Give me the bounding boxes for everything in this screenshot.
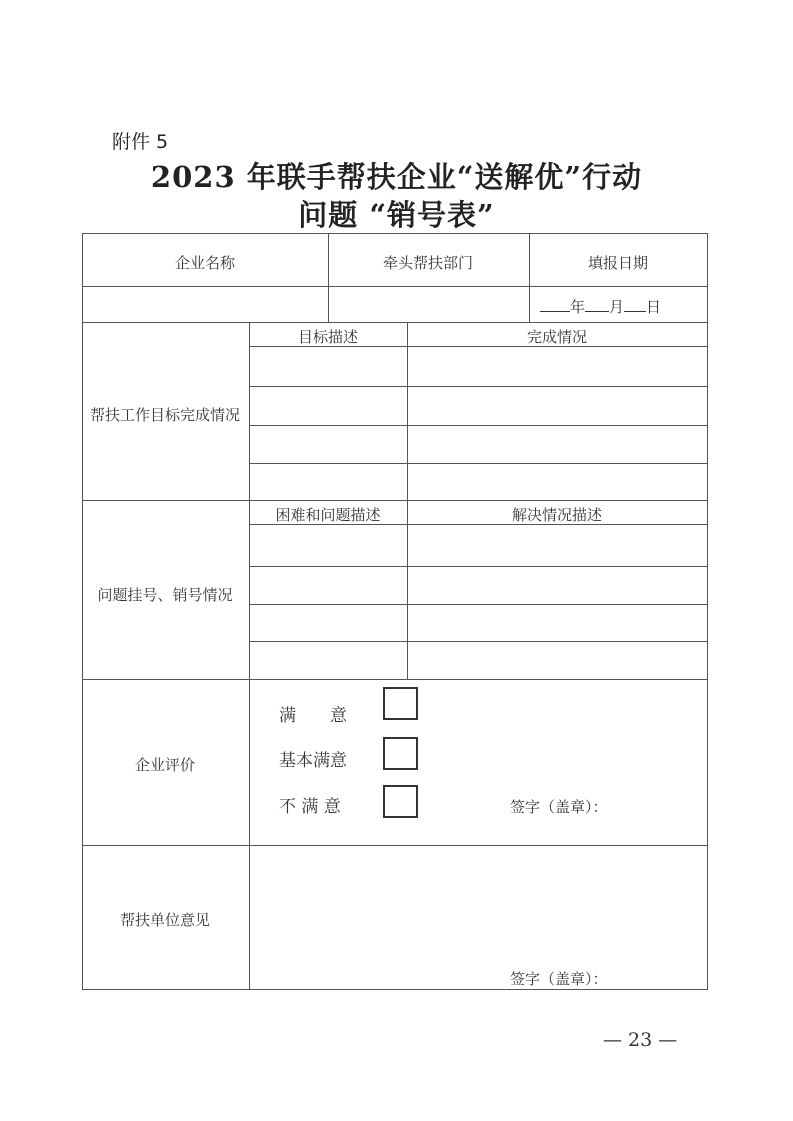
page-title: 2023 年联手帮扶企业“送解优”行动 — [150, 160, 643, 194]
evaluation-signature: 签字（盖章）： — [510, 798, 608, 816]
date-year-label: 年 — [570, 298, 586, 316]
date-field[interactable] — [540, 296, 661, 317]
fill-date-label: 填报日期 — [587, 254, 649, 272]
lead-dept-label: 牵头帮扶部门 — [382, 254, 474, 272]
problems-section-label: 问题挂号、销号情况 — [97, 586, 233, 604]
option-unsatisfied-checkbox[interactable] — [383, 785, 418, 818]
option-unsatisfied-label: 不 满 意 — [279, 797, 341, 817]
page-subtitle: 问题 “销号表” — [298, 198, 495, 232]
option-basically-satisfied-label: 基本满意 — [279, 751, 347, 771]
option-satisfied-checkbox[interactable] — [383, 687, 418, 720]
opinion-signature: 签字（盖章）： — [510, 970, 608, 988]
resolution-description-header: 解决情况描述 — [511, 506, 603, 524]
page-number: — 23 — — [603, 1029, 678, 1051]
date-day-label: 日 — [646, 298, 662, 316]
goals-section-label: 帮扶工作目标完成情况 — [89, 406, 241, 424]
option-basically-satisfied-checkbox[interactable] — [383, 737, 418, 770]
date-month-label: 月 — [609, 298, 625, 316]
company-name-label: 企业名称 — [174, 254, 236, 272]
opinion-section-label: 帮扶单位意见 — [119, 911, 211, 929]
attachment-label: 附件 5 — [112, 131, 169, 153]
problem-description-header: 困难和问题描述 — [275, 506, 381, 524]
evaluation-section-label: 企业评价 — [134, 756, 196, 774]
option-satisfied-label: 满 意 — [279, 706, 347, 726]
goal-description-header: 目标描述 — [297, 328, 359, 346]
completion-status-header: 完成情况 — [526, 328, 588, 346]
